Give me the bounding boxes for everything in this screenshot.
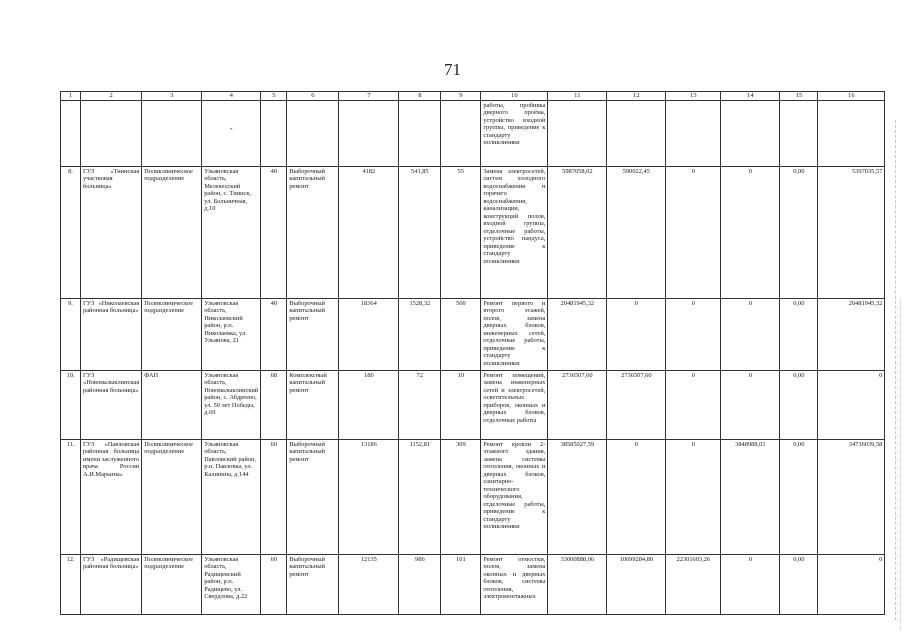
cell <box>666 100 721 166</box>
amount-cell: 20481945,32 <box>548 298 607 370</box>
scan-edge-line <box>900 300 902 630</box>
value-cell: 10 <box>441 370 481 439</box>
row-number-cell: 8. <box>61 166 81 298</box>
cell <box>721 100 780 166</box>
table-row <box>61 439 885 554</box>
amount-cell: 0 <box>666 166 721 298</box>
page-number: 71 <box>444 60 461 79</box>
amount-cell: 10699284,80 <box>607 554 666 614</box>
object-cell: ФАП <box>142 370 202 439</box>
cell <box>339 100 399 166</box>
year-cell: 60 <box>261 554 287 614</box>
column-number: 6 <box>287 92 339 101</box>
amount-cell: 20481945,32 <box>818 298 885 370</box>
work-description-cell: работы, пробивка дверного проёма, устройство входной группы, приведение к стандарту поликлиники <box>481 100 548 166</box>
organization-cell: ГУЗ «Николаевская районная больница» <box>81 298 142 370</box>
column-number: 1 <box>61 92 81 101</box>
work-description-cell: Ремонт первого и второго этажей, полов, замена дверных блоков, инженерных сетей, отделочные работы, приведение к стандарту поликлиники <box>481 298 548 370</box>
repair-table <box>60 91 885 615</box>
amount-cell: 0 <box>607 298 666 370</box>
address-cell: Ульяновская область, Радищевский район, р.п. Радищево, ул. Свердлова, д.22 <box>202 554 261 614</box>
cell <box>61 100 81 166</box>
value-cell: 500 <box>441 298 481 370</box>
value-cell: 101 <box>441 554 481 614</box>
column-number: 2 <box>81 92 142 101</box>
cell <box>818 100 885 166</box>
value-cell: 55 <box>441 166 481 298</box>
amount-cell: 0 <box>666 298 721 370</box>
column-number: 8 <box>399 92 441 101</box>
column-number: 11 <box>548 92 607 101</box>
work-description-cell: Ремонт кровли 2-этажного здания, замена системы отопления, оконных и дверных блоков, санитарно-технического оборудования, отделочные работы, приведение к стандарту поликлиники <box>481 439 548 554</box>
row-number-cell: 11. <box>61 439 81 554</box>
year-cell: 40 <box>261 166 287 298</box>
value-cell: 180 <box>339 370 399 439</box>
work-description-cell: Ремонт отмостки, полов, замена оконных и дверных блоков, системы отопления, электромонтажных <box>481 554 548 614</box>
column-number: 10 <box>481 92 548 101</box>
object-cell: Поликлиническое подразделение <box>142 298 202 370</box>
column-number: 9 <box>441 92 481 101</box>
column-number-row <box>61 92 885 101</box>
cell <box>780 100 818 166</box>
object-cell: Поликлиническое подразделение <box>142 166 202 298</box>
amount-cell: 0,00 <box>780 554 818 614</box>
value-cell: 309 <box>441 439 481 554</box>
table-row <box>61 370 885 439</box>
object-cell: Поликлиническое подразделение <box>142 439 202 554</box>
dash-mark: - <box>229 123 233 133</box>
amount-cell: 0 <box>721 298 780 370</box>
value-cell: 72 <box>399 370 441 439</box>
address-cell: Ульяновская область, Николаевский район, р.п. Николаевка, ул. Ульянова, 21 <box>202 298 261 370</box>
amount-cell: 0,00 <box>780 439 818 554</box>
cell <box>81 100 142 166</box>
value-cell: 541,85 <box>399 166 441 298</box>
column-number: 5 <box>261 92 287 101</box>
amount-cell: 3848988,01 <box>721 439 780 554</box>
amount-cell: 5397035,57 <box>818 166 885 298</box>
cell <box>399 100 441 166</box>
column-number: 7 <box>339 92 399 101</box>
value-cell: 13186 <box>339 439 399 554</box>
cell <box>202 100 261 166</box>
repair-kind-cell: Выборочный капитальный ремонт <box>287 554 339 614</box>
value-cell: 1152,81 <box>399 439 441 554</box>
value-cell: 4182 <box>339 166 399 298</box>
address-cell: Ульяновская область, Новомалыклинский район, с. Абдреево, ул. 50 лет Победы, д.69 <box>202 370 261 439</box>
amount-cell: 0 <box>721 370 780 439</box>
continuation-row <box>61 100 885 166</box>
cell <box>441 100 481 166</box>
value-cell: 1528,32 <box>399 298 441 370</box>
repair-kind-cell: Выборочный капитальный ремонт <box>287 298 339 370</box>
amount-cell: 0,00 <box>780 370 818 439</box>
cell <box>287 100 339 166</box>
table-row <box>61 554 885 614</box>
amount-cell: 34736039,58 <box>818 439 885 554</box>
column-number: 14 <box>721 92 780 101</box>
address-cell: Ульяновская область, Мелекесский район, с. Тиинск, ул. Больничная, д.10 <box>202 166 261 298</box>
amount-cell: 0 <box>666 370 721 439</box>
organization-cell: ГУЗ «Тиинская участковая больница» <box>81 166 142 298</box>
amount-cell: 0 <box>818 370 885 439</box>
column-number: 3 <box>142 92 202 101</box>
amount-cell: 38585027,59 <box>548 439 607 554</box>
amount-cell: 0 <box>818 554 885 614</box>
amount-cell: 0,00 <box>780 298 818 370</box>
repair-kind-cell: Комплексный капитальный ремонт <box>287 370 339 439</box>
row-number-cell: 12. <box>61 554 81 614</box>
table-row <box>61 298 885 370</box>
amount-cell: 0 <box>666 439 721 554</box>
object-cell: Поликлиническое подразделение <box>142 554 202 614</box>
column-number: 4 <box>202 92 261 101</box>
organization-cell: ГУЗ «Павловская районная больница имени заслуженного врача России А.И.Марьина» <box>81 439 142 554</box>
organization-cell: ГУЗ «Радищевская районная больница» <box>81 554 142 614</box>
amount-cell: 0,00 <box>780 166 818 298</box>
amount-cell: 33000888,06 <box>548 554 607 614</box>
amount-cell: 2736507,60 <box>607 370 666 439</box>
scan-edge-line <box>895 120 897 620</box>
amount-cell: 22301603,26 <box>666 554 721 614</box>
cell <box>142 100 202 166</box>
amount-cell: 590022,45 <box>607 166 666 298</box>
year-cell: 60 <box>261 439 287 554</box>
value-cell: 18364 <box>339 298 399 370</box>
cell <box>261 100 287 166</box>
amount-cell: 0 <box>721 166 780 298</box>
organization-cell: ГУЗ «Новомалыклинская районная больница» <box>81 370 142 439</box>
work-description-cell: Замена электросетей, систем холодного водоснабжения и горячего водоснабжения, канализации, конструкций полов, входной группы, отделочные работы, устройство пандуса, приведение к стандарту поликлиники <box>481 166 548 298</box>
year-cell: 68 <box>261 370 287 439</box>
value-cell: 12135 <box>339 554 399 614</box>
amount-cell: 2736507,60 <box>548 370 607 439</box>
repair-kind-cell: Выборочный капитальный ремонт <box>287 166 339 298</box>
work-description-cell: Ремонт помещений, замена инженерных сетей и электросетей, осветительных приборов, оконных и дверных блоков, отделочные работы <box>481 370 548 439</box>
row-number-cell: 9. <box>61 298 81 370</box>
address-cell: Ульяновская область, Павловский район, р.п. Павловка, ул. Калинина, д.144 <box>202 439 261 554</box>
column-number: 15 <box>780 92 818 101</box>
row-number-cell: 10. <box>61 370 81 439</box>
year-cell: 40 <box>261 298 287 370</box>
column-number: 13 <box>666 92 721 101</box>
cell <box>548 100 607 166</box>
column-number: 16 <box>818 92 885 101</box>
amount-cell: 0 <box>721 554 780 614</box>
table-row <box>61 166 885 298</box>
cell <box>607 100 666 166</box>
value-cell: 986 <box>399 554 441 614</box>
amount-cell: 0 <box>607 439 666 554</box>
column-number: 12 <box>607 92 666 101</box>
amount-cell: 5987058,02 <box>548 166 607 298</box>
repair-kind-cell: Выборочный капитальный ремонт <box>287 439 339 554</box>
